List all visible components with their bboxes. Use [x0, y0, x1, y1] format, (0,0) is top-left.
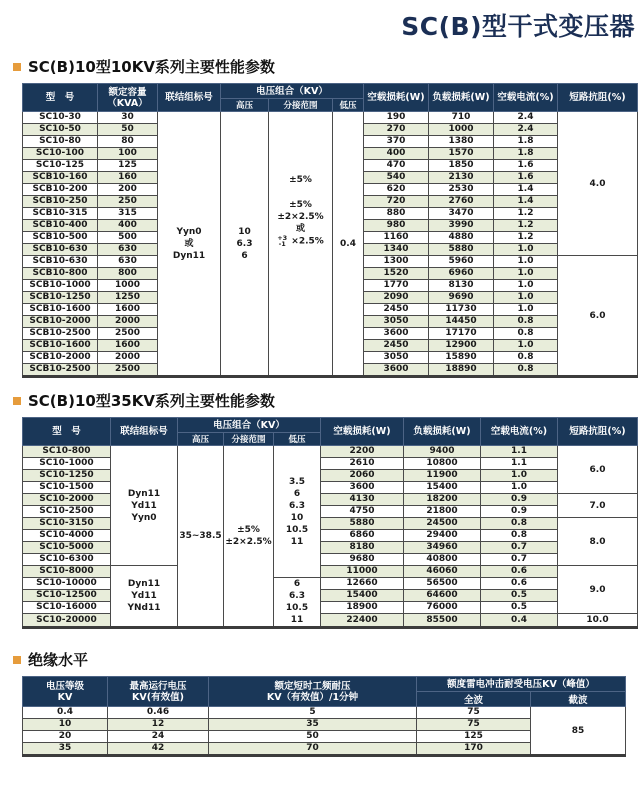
- tap-range-cell: ±5% ±2×2.5%: [224, 446, 274, 628]
- no-load-current-cell: 1.0: [494, 256, 558, 268]
- load-loss-cell: 56500: [404, 578, 481, 590]
- load-loss-cell: 4880: [429, 232, 494, 244]
- model-cell: SC10-30: [23, 112, 98, 124]
- load-loss-cell: 1850: [429, 160, 494, 172]
- col-header-connection: 联结组标号: [158, 84, 221, 112]
- model-cell: SC10-80: [23, 136, 98, 148]
- load-loss-cell: 46060: [404, 566, 481, 578]
- col-header-model: 型 号: [23, 418, 111, 446]
- no-load-current-cell: 1.8: [494, 148, 558, 160]
- no-load-loss-cell: 1300: [364, 256, 429, 268]
- model-cell: SCB10-500: [23, 232, 98, 244]
- model-cell: SC10-10000: [23, 578, 111, 590]
- col-header-tap-range: 分接范围: [269, 99, 333, 112]
- model-cell: SCB10-630: [23, 244, 98, 256]
- load-loss-cell: 29400: [404, 530, 481, 542]
- lv-cell: 6 6.3 10.5 11: [274, 578, 321, 628]
- no-load-current-cell: 0.8: [481, 518, 558, 530]
- square-bullet-icon: [13, 63, 21, 71]
- capacity-cell: 800: [98, 268, 158, 280]
- no-load-current-cell: 0.8: [494, 316, 558, 328]
- no-load-loss-cell: 9680: [321, 554, 404, 566]
- no-load-current-cell: 0.7: [481, 542, 558, 554]
- no-load-current-cell: 1.0: [494, 304, 558, 316]
- connection-cell: Yyn0 或 Dyn11: [158, 112, 221, 377]
- load-loss-cell: 85500: [404, 614, 481, 628]
- voltage-level-cell: 20: [23, 731, 108, 743]
- no-load-current-cell: 1.2: [494, 220, 558, 232]
- chopped-wave-cell: 85: [531, 707, 626, 756]
- max-voltage-cell: 0.46: [108, 707, 209, 719]
- model-cell: SC10-16000: [23, 602, 111, 614]
- no-load-loss-cell: 2200: [321, 446, 404, 458]
- impedance-cell: 6.0: [558, 256, 638, 377]
- no-load-loss-cell: 3600: [364, 364, 429, 377]
- no-load-loss-cell: 3050: [364, 316, 429, 328]
- capacity-cell: 50: [98, 124, 158, 136]
- capacity-cell: 315: [98, 208, 158, 220]
- col-header-lv: 低压: [274, 433, 321, 446]
- model-cell: SC10-50: [23, 124, 98, 136]
- col-header-lv: 低压: [333, 99, 364, 112]
- section-heading-insulation: [13, 650, 643, 670]
- no-load-current-cell: 1.0: [494, 280, 558, 292]
- connection-cell: Dyn11 Yd11 YNd11: [111, 566, 178, 628]
- load-loss-cell: 2760: [429, 196, 494, 208]
- load-loss-cell: 40800: [404, 554, 481, 566]
- load-loss-cell: 12900: [429, 340, 494, 352]
- no-load-loss-cell: 2090: [364, 292, 429, 304]
- full-wave-cell: 75: [417, 719, 531, 731]
- withstand-cell: 50: [209, 731, 417, 743]
- model-cell: SCB10-1600: [23, 340, 98, 352]
- col-header-max-voltage: [108, 677, 209, 707]
- load-loss-cell: 18200: [404, 494, 481, 506]
- no-load-current-cell: 1.6: [494, 160, 558, 172]
- no-load-loss-cell: 980: [364, 220, 429, 232]
- col-header-voltage-level-line2: KV: [57, 691, 73, 703]
- model-cell: SCB10-250: [23, 196, 98, 208]
- voltage-level-cell: 35: [23, 743, 108, 756]
- no-load-loss-cell: 18900: [321, 602, 404, 614]
- load-loss-cell: 34960: [404, 542, 481, 554]
- model-cell: SCB10-2500: [23, 328, 98, 340]
- load-loss-cell: 11730: [429, 304, 494, 316]
- no-load-loss-cell: 400: [364, 148, 429, 160]
- table-row: [23, 446, 638, 458]
- capacity-cell: 630: [98, 256, 158, 268]
- no-load-loss-cell: 15400: [321, 590, 404, 602]
- col-header-voltage-group: 电压组合（KV）: [221, 84, 364, 99]
- no-load-current-cell: 0.8: [494, 352, 558, 364]
- model-cell: SC10-12500: [23, 590, 111, 602]
- max-voltage-cell: 42: [108, 743, 209, 756]
- no-load-current-cell: 0.6: [481, 566, 558, 578]
- no-load-loss-cell: 5880: [321, 518, 404, 530]
- no-load-current-cell: 1.0: [494, 292, 558, 304]
- no-load-current-cell: 2.4: [494, 112, 558, 124]
- impedance-cell: 10.0: [558, 614, 638, 628]
- col-header-no-load-loss: 空载损耗(W): [321, 418, 404, 446]
- model-cell: SC10-100: [23, 148, 98, 160]
- col-header-no-load-current: 空载电流(%): [481, 418, 558, 446]
- no-load-loss-cell: 190: [364, 112, 429, 124]
- no-load-loss-cell: 1160: [364, 232, 429, 244]
- col-header-model: 型 号: [23, 84, 98, 112]
- load-loss-cell: 9400: [404, 446, 481, 458]
- no-load-loss-cell: 1770: [364, 280, 429, 292]
- max-voltage-cell: 24: [108, 731, 209, 743]
- no-load-loss-cell: 11000: [321, 566, 404, 578]
- model-cell: SC10-1000: [23, 458, 111, 470]
- model-cell: SC10-3150: [23, 518, 111, 530]
- table-row: [23, 707, 626, 719]
- load-loss-cell: 1000: [429, 124, 494, 136]
- col-header-lightning-group: 额度雷电冲击耐受电压KV（峰值）: [417, 677, 626, 692]
- no-load-loss-cell: 370: [364, 136, 429, 148]
- load-loss-cell: 3990: [429, 220, 494, 232]
- no-load-loss-cell: 540: [364, 172, 429, 184]
- table-row: [23, 112, 638, 124]
- no-load-loss-cell: 720: [364, 196, 429, 208]
- impedance-cell: 8.0: [558, 518, 638, 566]
- no-load-current-cell: 1.2: [494, 208, 558, 220]
- no-load-loss-cell: 6860: [321, 530, 404, 542]
- capacity-cell: 200: [98, 184, 158, 196]
- load-loss-cell: 10800: [404, 458, 481, 470]
- col-header-impedance: 短路抗阻(%): [558, 418, 638, 446]
- load-loss-cell: 1570: [429, 148, 494, 160]
- col-header-withstand: [209, 677, 417, 707]
- load-loss-cell: 5960: [429, 256, 494, 268]
- capacity-cell: 2500: [98, 364, 158, 377]
- withstand-cell: 35: [209, 719, 417, 731]
- voltage-level-cell: 0.4: [23, 707, 108, 719]
- load-loss-cell: 15890: [429, 352, 494, 364]
- load-loss-cell: 710: [429, 112, 494, 124]
- no-load-loss-cell: 3600: [321, 482, 404, 494]
- load-loss-cell: 24500: [404, 518, 481, 530]
- no-load-current-cell: 0.7: [481, 554, 558, 566]
- col-header-withstand-line1: 额定短时工频耐压: [274, 680, 351, 692]
- model-cell: SC10-8000: [23, 566, 111, 578]
- impedance-cell: 9.0: [558, 566, 638, 614]
- col-header-chopped-wave: 截波: [531, 692, 626, 707]
- capacity-cell: 1000: [98, 280, 158, 292]
- no-load-loss-cell: 3600: [364, 328, 429, 340]
- load-loss-cell: 1380: [429, 136, 494, 148]
- no-load-loss-cell: 2060: [321, 470, 404, 482]
- lv-cell: 0.4: [333, 112, 364, 377]
- no-load-current-cell: 1.0: [494, 340, 558, 352]
- no-load-loss-cell: 1340: [364, 244, 429, 256]
- load-loss-cell: 21800: [404, 506, 481, 518]
- col-header-voltage-group: 电压组合（KV）: [178, 418, 321, 433]
- no-load-loss-cell: 4750: [321, 506, 404, 518]
- load-loss-cell: 17170: [429, 328, 494, 340]
- col-header-connection: 联结组标号: [111, 418, 178, 446]
- no-load-current-cell: 0.9: [481, 506, 558, 518]
- model-cell: SC10-4000: [23, 530, 111, 542]
- capacity-cell: 100: [98, 148, 158, 160]
- model-cell: SC10-2500: [23, 506, 111, 518]
- no-load-current-cell: 0.4: [481, 614, 558, 628]
- col-header-max-voltage-line1: 最高运行电压: [129, 680, 187, 692]
- impedance-cell: 6.0: [558, 446, 638, 494]
- col-header-capacity: [98, 84, 158, 112]
- capacity-cell: 1250: [98, 292, 158, 304]
- capacity-cell: 630: [98, 244, 158, 256]
- capacity-cell: 1600: [98, 304, 158, 316]
- load-loss-cell: 2130: [429, 172, 494, 184]
- no-load-loss-cell: 2450: [364, 304, 429, 316]
- connection-cell: Dyn11 Yd11 Yyn0: [111, 446, 178, 566]
- model-cell: SC10-1250: [23, 470, 111, 482]
- no-load-current-cell: 0.9: [481, 494, 558, 506]
- section-heading-10kv: [13, 57, 643, 77]
- model-cell: SC10-6300: [23, 554, 111, 566]
- col-header-voltage-level-line1: 电压等级: [45, 680, 84, 692]
- capacity-cell: 2000: [98, 352, 158, 364]
- load-loss-cell: 8130: [429, 280, 494, 292]
- col-header-no-load-current: 空载电流(%): [494, 84, 558, 112]
- col-header-no-load-loss: 空载损耗(W): [364, 84, 429, 112]
- no-load-current-cell: 1.1: [481, 458, 558, 470]
- col-header-full-wave: 全波: [417, 692, 531, 707]
- section-heading-insulation-label: 绝缘水平: [28, 651, 89, 669]
- col-header-capacity-line1: 额定容量: [108, 86, 147, 98]
- capacity-cell: 2500: [98, 328, 158, 340]
- load-loss-cell: 15400: [404, 482, 481, 494]
- lv-cell: 3.5 6 6.3 10 10.5 11: [274, 446, 321, 578]
- capacity-cell: 400: [98, 220, 158, 232]
- col-header-load-loss: 负载损耗(W): [404, 418, 481, 446]
- load-loss-cell: 11900: [404, 470, 481, 482]
- capacity-cell: 500: [98, 232, 158, 244]
- load-loss-cell: 3470: [429, 208, 494, 220]
- model-cell: SCB10-200: [23, 184, 98, 196]
- load-loss-cell: 5880: [429, 244, 494, 256]
- model-cell: SCB10-315: [23, 208, 98, 220]
- full-wave-cell: 170: [417, 743, 531, 756]
- no-load-loss-cell: 1520: [364, 268, 429, 280]
- max-voltage-cell: 12: [108, 719, 209, 731]
- load-loss-cell: 9690: [429, 292, 494, 304]
- no-load-loss-cell: 12660: [321, 578, 404, 590]
- no-load-loss-cell: 22400: [321, 614, 404, 628]
- hv-cell: 35~38.5: [178, 446, 224, 628]
- no-load-current-cell: 0.5: [481, 602, 558, 614]
- model-cell: SC10-800: [23, 446, 111, 458]
- model-cell: SCB10-1250: [23, 292, 98, 304]
- no-load-loss-cell: 880: [364, 208, 429, 220]
- impedance-cell: 7.0: [558, 494, 638, 518]
- no-load-current-cell: 1.0: [494, 244, 558, 256]
- col-header-tap-range: 分接范围: [224, 433, 274, 446]
- no-load-current-cell: 2.4: [494, 124, 558, 136]
- impedance-cell: 4.0: [558, 112, 638, 256]
- no-load-loss-cell: 470: [364, 160, 429, 172]
- load-loss-cell: 76000: [404, 602, 481, 614]
- voltage-level-cell: 10: [23, 719, 108, 731]
- model-cell: SCB10-400: [23, 220, 98, 232]
- no-load-loss-cell: 2450: [364, 340, 429, 352]
- model-cell: SCB10-2000: [23, 316, 98, 328]
- withstand-cell: 5: [209, 707, 417, 719]
- section-heading-35kv-label: SC(B)10型35KV系列主要性能参数: [28, 392, 275, 410]
- capacity-cell: 250: [98, 196, 158, 208]
- no-load-current-cell: 1.0: [481, 482, 558, 494]
- load-loss-cell: 2530: [429, 184, 494, 196]
- model-cell: SCB10-800: [23, 268, 98, 280]
- col-header-max-voltage-line2: KV(有效值): [132, 691, 184, 703]
- capacity-cell: 30: [98, 112, 158, 124]
- no-load-current-cell: 0.6: [481, 578, 558, 590]
- model-cell: SCB10-2500: [23, 364, 98, 377]
- section-heading-35kv: [13, 391, 643, 411]
- full-wave-cell: 75: [417, 707, 531, 719]
- load-loss-cell: 18890: [429, 364, 494, 377]
- full-wave-cell: 125: [417, 731, 531, 743]
- model-cell: SCB10-160: [23, 172, 98, 184]
- model-cell: SC10-125: [23, 160, 98, 172]
- no-load-current-cell: 0.8: [494, 364, 558, 377]
- load-loss-cell: 14450: [429, 316, 494, 328]
- col-header-hv: 高压: [221, 99, 269, 112]
- section-heading-10kv-label: SC(B)10型10KV系列主要性能参数: [28, 58, 275, 76]
- square-bullet-icon: [13, 656, 21, 664]
- col-header-hv: 高压: [178, 433, 224, 446]
- table-row: [23, 566, 638, 578]
- load-loss-cell: 64600: [404, 590, 481, 602]
- model-cell: SCB10-630: [23, 256, 98, 268]
- model-cell: SCB10-1000: [23, 280, 98, 292]
- no-load-current-cell: 1.2: [494, 232, 558, 244]
- model-cell: SC10-20000: [23, 614, 111, 628]
- capacity-cell: 160: [98, 172, 158, 184]
- capacity-cell: 125: [98, 160, 158, 172]
- model-cell: SC10-1500: [23, 482, 111, 494]
- table-35kv-performance: [22, 417, 638, 629]
- table-insulation-level: [22, 676, 626, 757]
- table-10kv-performance: [22, 83, 638, 378]
- no-load-current-cell: 1.4: [494, 196, 558, 208]
- model-cell: SC10-5000: [23, 542, 111, 554]
- col-header-withstand-line2: KV（有效值）/1分钟: [266, 691, 359, 703]
- page-title: SC(B)型干式变压器: [401, 12, 635, 41]
- no-load-loss-cell: 3050: [364, 352, 429, 364]
- no-load-loss-cell: 270: [364, 124, 429, 136]
- col-header-impedance: 短路抗阻(%): [558, 84, 638, 112]
- col-header-capacity-line2: （KVA）: [107, 97, 148, 109]
- no-load-loss-cell: 8180: [321, 542, 404, 554]
- no-load-current-cell: 1.0: [494, 268, 558, 280]
- no-load-current-cell: 0.8: [481, 530, 558, 542]
- capacity-cell: 80: [98, 136, 158, 148]
- hv-cell: 10 6.3 6: [221, 112, 269, 377]
- model-cell: SCB10-2000: [23, 352, 98, 364]
- no-load-current-cell: 1.1: [481, 446, 558, 458]
- capacity-cell: 1600: [98, 340, 158, 352]
- no-load-current-cell: 0.8: [494, 328, 558, 340]
- no-load-loss-cell: 4130: [321, 494, 404, 506]
- no-load-current-cell: 1.6: [494, 172, 558, 184]
- col-header-voltage-level: [23, 677, 108, 707]
- col-header-load-loss: 负载损耗(W): [429, 84, 494, 112]
- withstand-cell: 70: [209, 743, 417, 756]
- no-load-loss-cell: 620: [364, 184, 429, 196]
- no-load-loss-cell: 2610: [321, 458, 404, 470]
- model-cell: SC10-2000: [23, 494, 111, 506]
- square-bullet-icon: [13, 397, 21, 405]
- no-load-current-cell: 1.4: [494, 184, 558, 196]
- model-cell: SCB10-1600: [23, 304, 98, 316]
- capacity-cell: 2000: [98, 316, 158, 328]
- no-load-current-cell: 1.8: [494, 136, 558, 148]
- no-load-current-cell: 0.5: [481, 590, 558, 602]
- load-loss-cell: 6960: [429, 268, 494, 280]
- no-load-current-cell: 1.0: [481, 470, 558, 482]
- tap-range-cell: ±5% ±5% ±2×2.5% 或 +3 -1 ×2.5%: [269, 112, 333, 377]
